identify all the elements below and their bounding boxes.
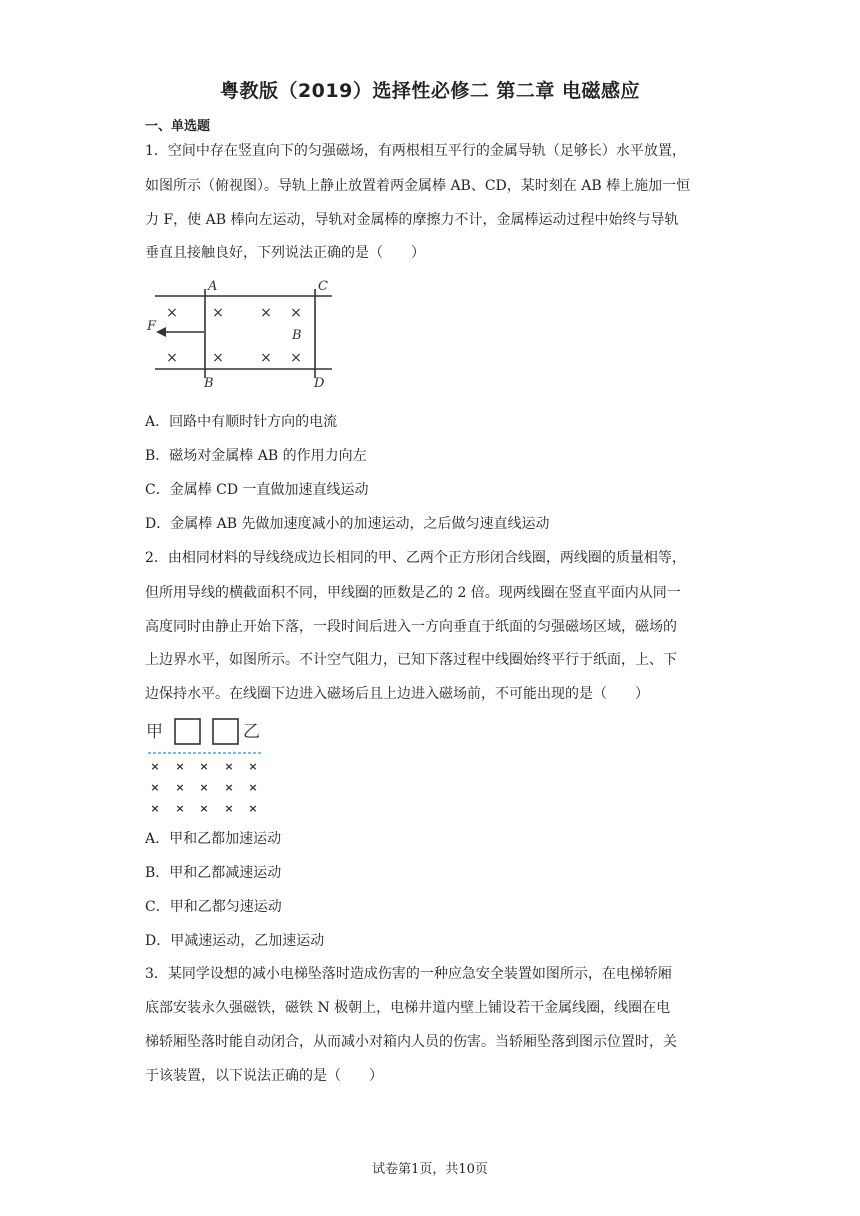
- cross-mark: ×: [248, 760, 258, 773]
- cross-mark: ×: [199, 760, 209, 773]
- cross-mark: ×: [290, 305, 302, 321]
- cross-mark: ×: [212, 305, 224, 321]
- cross-mark: ×: [248, 781, 258, 794]
- cross-mark: ×: [166, 305, 178, 321]
- cross-mark: ×: [199, 781, 209, 794]
- cross-mark: ×: [150, 802, 160, 815]
- q2-option-c: C．甲和乙都匀速运动: [145, 899, 282, 915]
- label-B: B: [204, 376, 214, 391]
- label-yi: 乙: [243, 722, 260, 742]
- q2-line-2: 但所用导线的横截面积不同，甲线圈的匝数是乙的 2 倍。现两线圈在竖直平面内从同一: [145, 585, 681, 601]
- cross-mark: ×: [199, 802, 209, 815]
- q3-line-1: 3．某同学设想的减小电梯坠落时造成伤害的一种应急安全装置如图所示，在电梯轿厢: [145, 966, 672, 982]
- q2-option-a: A．甲和乙都加速运动: [145, 831, 282, 847]
- q3-line-3: 梯轿厢坠落时能自动闭合，从而减小对箱内人员的伤害。当轿厢坠落到图示位置时，关: [145, 1034, 677, 1050]
- label-jia: 甲: [146, 722, 163, 742]
- q1-option-b: B．磁场对金属棒 AB 的作用力向左: [145, 448, 367, 464]
- cross-mark: ×: [260, 305, 272, 321]
- section-heading: 一、单选题: [145, 119, 211, 134]
- cross-mark: ×: [166, 350, 178, 366]
- label-D: D: [314, 376, 325, 391]
- cross-mark: ×: [212, 350, 224, 366]
- cross-mark: ×: [175, 760, 185, 773]
- label-A: A: [208, 279, 218, 294]
- cross-mark: ×: [290, 350, 302, 366]
- cross-mark: ×: [224, 781, 234, 794]
- q3-line-4: 于该装置，以下说法正确的是（ ）: [145, 1068, 383, 1084]
- q1-option-d: D．金属棒 AB 先做加速度减小的加速运动，之后做匀速直线运动: [145, 516, 550, 532]
- q1-line-2: 如图所示（俯视图）。导轨上静止放置着两金属棒 AB、CD，某时刻在 AB 棒上施加一恒: [145, 178, 691, 194]
- q2-line-4: 上边界水平，如图所示。不计空气阻力，已知下落过程中线圈始终平行于纸面，上、下: [145, 652, 677, 668]
- label-field-B: B: [292, 328, 302, 343]
- document-title: 粤教版（2019）选择性必修二 第二章 电磁感应: [219, 80, 641, 102]
- q3-line-2: 底部安装永久强磁铁，磁铁 N 极朝上，电梯井道内壁上铺设若干金属线圈，线圈在电: [145, 1000, 671, 1016]
- coil-yi: [213, 719, 238, 744]
- q2-figure: [140, 712, 275, 817]
- cross-mark: ×: [175, 802, 185, 815]
- cross-mark: ×: [150, 760, 160, 773]
- page-footer: 试卷第1页，共10页: [372, 1162, 488, 1177]
- q1-line-1: 1．空间中存在竖直向下的匀强磁场，有两根相互平行的金属导轨（足够长）水平放置，: [145, 143, 686, 159]
- cross-mark: ×: [260, 350, 272, 366]
- cross-mark: ×: [175, 781, 185, 794]
- q1-figure: [140, 275, 350, 395]
- q2-option-d: D．甲减速运动，乙加速运动: [145, 933, 325, 949]
- cross-mark: ×: [224, 802, 234, 815]
- label-C: C: [318, 279, 328, 294]
- q1-line-4: 垂直且接触良好，下列说法正确的是（ ）: [145, 245, 425, 261]
- label-F: F: [147, 319, 157, 334]
- q2-line-3: 高度同时由静止开始下落，一段时间后进入一方向垂直于纸面的匀强磁场区域，磁场的: [145, 619, 677, 635]
- cross-mark: ×: [150, 781, 160, 794]
- q1-line-3: 力 F，使 AB 棒向左运动，导轨对金属棒的摩擦力不计，金属棒运动过程中始终与导轨: [145, 212, 679, 228]
- cross-mark: ×: [224, 760, 234, 773]
- cross-mark: ×: [248, 802, 258, 815]
- q1-option-a: A．回路中有顺时针方向的电流: [145, 414, 338, 430]
- coil-jia: [175, 719, 200, 744]
- q1-option-c: C．金属棒 CD 一直做加速直线运动: [145, 482, 369, 498]
- q2-line-1: 2．由相同材料的导线绕成边长相同的甲、乙两个正方形闭合线圈，两线圈的质量相等，: [145, 550, 686, 566]
- q2-option-b: B．甲和乙都减速运动: [145, 865, 282, 881]
- q2-line-5: 边保持水平。在线圈下边进入磁场后且上边进入磁场前，不可能出现的是（ ）: [145, 686, 649, 702]
